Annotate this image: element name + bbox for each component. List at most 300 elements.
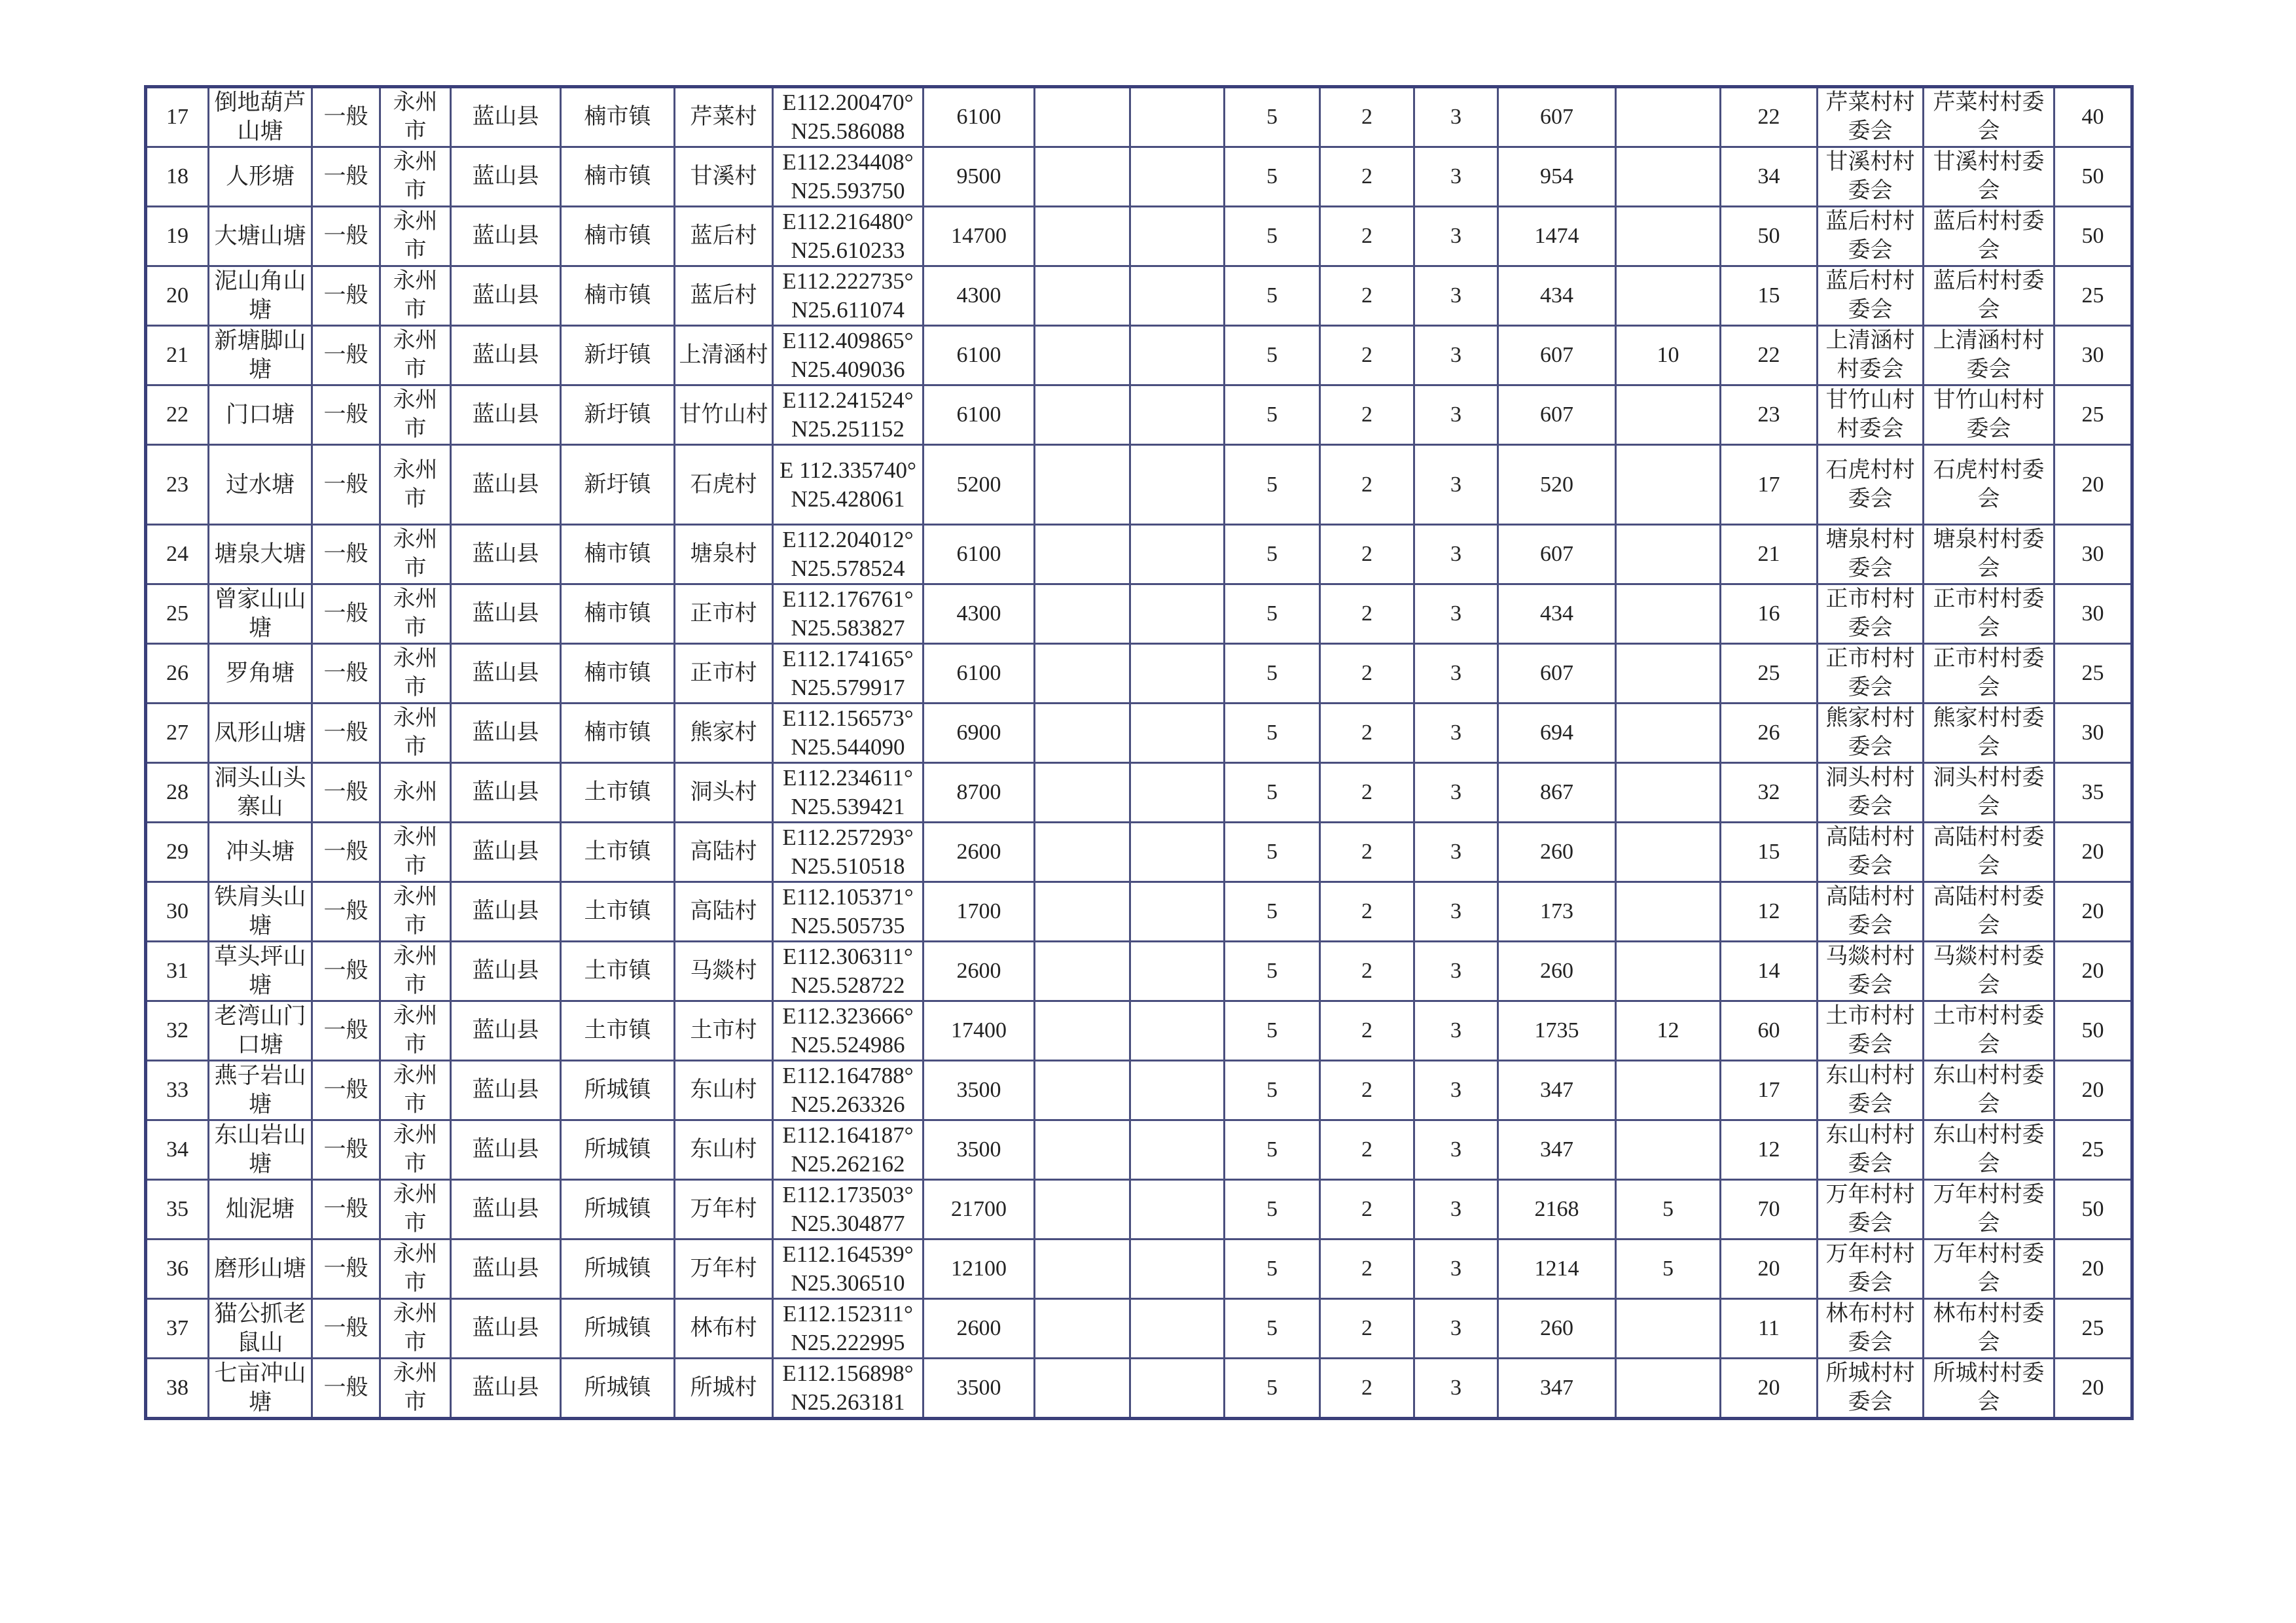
- cell-row-number: 22: [146, 385, 209, 445]
- cell-value-5: 5: [1225, 147, 1320, 207]
- cell-blank-a: [1035, 942, 1130, 1001]
- cell-score: 40: [2054, 87, 2132, 147]
- cell-city: 永州市: [380, 326, 451, 385]
- cell-manager-unit: 高陆村村委会: [1818, 882, 1924, 942]
- cell-pond-name: 罗角塘: [209, 644, 312, 704]
- cell-score: 20: [2054, 823, 2132, 882]
- cell-town: 土市镇: [561, 823, 675, 882]
- cell-benefit: 50: [1721, 207, 1818, 266]
- cell-coordinates: E112.222735°N25.611074: [773, 266, 924, 326]
- cell-coordinates: E112.204012°N25.578524: [773, 525, 924, 584]
- cell-area: 954: [1498, 147, 1616, 207]
- cell-capacity: 21700: [924, 1180, 1035, 1240]
- cell-category: 一般: [312, 704, 380, 763]
- cell-county: 蓝山县: [451, 704, 561, 763]
- cell-town: 楠市镇: [561, 207, 675, 266]
- cell-value-5: 5: [1225, 87, 1320, 147]
- cell-value-3: 3: [1414, 1180, 1498, 1240]
- table-row: [146, 644, 2132, 704]
- cell-coordinates: E112.152311°N25.222995: [773, 1299, 924, 1359]
- cell-value-3: 3: [1414, 1299, 1498, 1359]
- cell-owner-unit: 东山村村委会: [1924, 1061, 2054, 1120]
- cell-value-3: 3: [1414, 525, 1498, 584]
- cell-blank-a: [1035, 1120, 1130, 1180]
- cell-owner-unit: 石虎村村委会: [1924, 445, 2054, 525]
- cell-blank-a: [1035, 1061, 1130, 1120]
- cell-manager-unit: 塘泉村村委会: [1818, 525, 1924, 584]
- cell-city: 永州市: [380, 1061, 451, 1120]
- cell-manager-unit: 所城村村委会: [1818, 1359, 1924, 1419]
- cell-score: 25: [2054, 1299, 2132, 1359]
- cell-pond-name: 灿泥塘: [209, 1180, 312, 1240]
- cell-benefit: 60: [1721, 1001, 1818, 1061]
- cell-extra-value: 12: [1616, 1001, 1721, 1061]
- cell-owner-unit: 马燚村村委会: [1924, 942, 2054, 1001]
- cell-village: 高陆村: [675, 823, 773, 882]
- cell-pond-name: 猫公抓老鼠山: [209, 1299, 312, 1359]
- cell-blank-a: [1035, 584, 1130, 644]
- cell-coordinates: E112.234611°N25.539421: [773, 763, 924, 823]
- cell-benefit: 32: [1721, 763, 1818, 823]
- cell-extra-value: [1616, 207, 1721, 266]
- cell-row-number: 34: [146, 1120, 209, 1180]
- cell-village: 洞头村: [675, 763, 773, 823]
- cell-blank-a: [1035, 326, 1130, 385]
- cell-pond-name: 曾家山山塘: [209, 584, 312, 644]
- table-row: [146, 147, 2132, 207]
- cell-benefit: 25: [1721, 644, 1818, 704]
- cell-category: 一般: [312, 644, 380, 704]
- cell-coordinates: E112.257293°N25.510518: [773, 823, 924, 882]
- cell-value-2: 2: [1320, 882, 1414, 942]
- cell-city: 永州: [380, 763, 451, 823]
- cell-coordinates: E112.164539°N25.306510: [773, 1240, 924, 1299]
- cell-manager-unit: 上清涵村村委会: [1818, 326, 1924, 385]
- cell-capacity: 3500: [924, 1120, 1035, 1180]
- cell-score: 20: [2054, 882, 2132, 942]
- cell-area: 434: [1498, 266, 1616, 326]
- cell-benefit: 12: [1721, 882, 1818, 942]
- cell-pond-name: 草头坪山塘: [209, 942, 312, 1001]
- cell-category: 一般: [312, 207, 380, 266]
- cell-city: 永州市: [380, 882, 451, 942]
- cell-benefit: 21: [1721, 525, 1818, 584]
- cell-blank-a: [1035, 147, 1130, 207]
- cell-capacity: 14700: [924, 207, 1035, 266]
- cell-town: 土市镇: [561, 882, 675, 942]
- cell-blank-b: [1130, 1061, 1225, 1120]
- cell-blank-a: [1035, 1240, 1130, 1299]
- cell-coordinates: E112.105371°N25.505735: [773, 882, 924, 942]
- cell-manager-unit: 东山村村委会: [1818, 1061, 1924, 1120]
- cell-value-2: 2: [1320, 1240, 1414, 1299]
- cell-village: 东山村: [675, 1061, 773, 1120]
- table-row: [146, 704, 2132, 763]
- cell-blank-b: [1130, 87, 1225, 147]
- cell-city: 永州市: [380, 1359, 451, 1419]
- cell-county: 蓝山县: [451, 882, 561, 942]
- cell-coordinates: E112.216480°N25.610233: [773, 207, 924, 266]
- cell-coordinates: E112.323666°N25.524986: [773, 1001, 924, 1061]
- cell-benefit: 15: [1721, 823, 1818, 882]
- cell-row-number: 28: [146, 763, 209, 823]
- cell-pond-name: 燕子岩山塘: [209, 1061, 312, 1120]
- cell-row-number: 35: [146, 1180, 209, 1240]
- cell-value-5: 5: [1225, 584, 1320, 644]
- reservoir-table: [144, 85, 2134, 1420]
- cell-row-number: 31: [146, 942, 209, 1001]
- cell-manager-unit: 甘竹山村村委会: [1818, 385, 1924, 445]
- cell-category: 一般: [312, 1180, 380, 1240]
- cell-county: 蓝山县: [451, 644, 561, 704]
- cell-coordinates: E112.164187°N25.262162: [773, 1120, 924, 1180]
- cell-county: 蓝山县: [451, 385, 561, 445]
- cell-coordinates: E112.156573°N25.544090: [773, 704, 924, 763]
- table-row: [146, 326, 2132, 385]
- cell-value-5: 5: [1225, 1061, 1320, 1120]
- cell-pond-name: 冲头塘: [209, 823, 312, 882]
- cell-village: 塘泉村: [675, 525, 773, 584]
- cell-manager-unit: 万年村村委会: [1818, 1180, 1924, 1240]
- table-row: [146, 1240, 2132, 1299]
- cell-extra-value: [1616, 525, 1721, 584]
- cell-value-2: 2: [1320, 1359, 1414, 1419]
- cell-capacity: 6100: [924, 326, 1035, 385]
- cell-value-3: 3: [1414, 1001, 1498, 1061]
- cell-area: 1214: [1498, 1240, 1616, 1299]
- cell-blank-a: [1035, 1001, 1130, 1061]
- table-row: [146, 207, 2132, 266]
- cell-town: 楠市镇: [561, 87, 675, 147]
- cell-manager-unit: 正市村村委会: [1818, 644, 1924, 704]
- cell-owner-unit: 蓝后村村委会: [1924, 266, 2054, 326]
- cell-value-2: 2: [1320, 1299, 1414, 1359]
- cell-area: 2168: [1498, 1180, 1616, 1240]
- cell-manager-unit: 芹菜村村委会: [1818, 87, 1924, 147]
- cell-benefit: 17: [1721, 445, 1818, 525]
- cell-blank-b: [1130, 1359, 1225, 1419]
- cell-value-3: 3: [1414, 1061, 1498, 1120]
- cell-row-number: 21: [146, 326, 209, 385]
- cell-manager-unit: 洞头村村委会: [1818, 763, 1924, 823]
- cell-value-5: 5: [1225, 942, 1320, 1001]
- cell-county: 蓝山县: [451, 1359, 561, 1419]
- cell-owner-unit: 上清涵村村委会: [1924, 326, 2054, 385]
- cell-town: 楠市镇: [561, 266, 675, 326]
- cell-category: 一般: [312, 266, 380, 326]
- cell-area: 1474: [1498, 207, 1616, 266]
- cell-blank-b: [1130, 1240, 1225, 1299]
- cell-pond-name: 新塘脚山塘: [209, 326, 312, 385]
- cell-value-3: 3: [1414, 87, 1498, 147]
- cell-county: 蓝山县: [451, 266, 561, 326]
- cell-score: 30: [2054, 326, 2132, 385]
- cell-county: 蓝山县: [451, 1061, 561, 1120]
- cell-blank-a: [1035, 266, 1130, 326]
- cell-town: 楠市镇: [561, 584, 675, 644]
- cell-value-3: 3: [1414, 584, 1498, 644]
- cell-capacity: 6100: [924, 87, 1035, 147]
- cell-extra-value: [1616, 823, 1721, 882]
- cell-coordinates: E112.176761°N25.583827: [773, 584, 924, 644]
- cell-coordinates: E112.306311°N25.528722: [773, 942, 924, 1001]
- table-row: [146, 445, 2132, 525]
- cell-value-2: 2: [1320, 704, 1414, 763]
- cell-blank-b: [1130, 644, 1225, 704]
- cell-category: 一般: [312, 942, 380, 1001]
- cell-capacity: 2600: [924, 942, 1035, 1001]
- cell-owner-unit: 蓝后村村委会: [1924, 207, 2054, 266]
- cell-pond-name: 门口塘: [209, 385, 312, 445]
- cell-area: 260: [1498, 1299, 1616, 1359]
- cell-category: 一般: [312, 147, 380, 207]
- cell-row-number: 26: [146, 644, 209, 704]
- cell-score: 20: [2054, 1061, 2132, 1120]
- cell-category: 一般: [312, 882, 380, 942]
- cell-value-2: 2: [1320, 87, 1414, 147]
- cell-category: 一般: [312, 763, 380, 823]
- cell-blank-a: [1035, 1299, 1130, 1359]
- cell-value-5: 5: [1225, 385, 1320, 445]
- cell-county: 蓝山县: [451, 1299, 561, 1359]
- cell-value-2: 2: [1320, 1061, 1414, 1120]
- cell-category: 一般: [312, 1001, 380, 1061]
- cell-capacity: 12100: [924, 1240, 1035, 1299]
- cell-village: 蓝后村: [675, 207, 773, 266]
- cell-capacity: 2600: [924, 1299, 1035, 1359]
- cell-capacity: 4300: [924, 266, 1035, 326]
- cell-county: 蓝山县: [451, 326, 561, 385]
- cell-category: 一般: [312, 823, 380, 882]
- cell-score: 25: [2054, 266, 2132, 326]
- cell-manager-unit: 正市村村委会: [1818, 584, 1924, 644]
- cell-category: 一般: [312, 385, 380, 445]
- cell-town: 所城镇: [561, 1180, 675, 1240]
- cell-coordinates: E 112.335740° N25.428061: [773, 445, 924, 525]
- cell-village: 万年村: [675, 1180, 773, 1240]
- cell-manager-unit: 甘溪村村委会: [1818, 147, 1924, 207]
- cell-capacity: 8700: [924, 763, 1035, 823]
- cell-value-2: 2: [1320, 266, 1414, 326]
- cell-row-number: 24: [146, 525, 209, 584]
- cell-blank-b: [1130, 385, 1225, 445]
- cell-value-3: 3: [1414, 147, 1498, 207]
- cell-city: 永州市: [380, 266, 451, 326]
- cell-score: 50: [2054, 207, 2132, 266]
- cell-manager-unit: 蓝后村村委会: [1818, 266, 1924, 326]
- cell-pond-name: 凤形山塘: [209, 704, 312, 763]
- cell-benefit: 15: [1721, 266, 1818, 326]
- cell-value-2: 2: [1320, 385, 1414, 445]
- cell-value-5: 5: [1225, 882, 1320, 942]
- cell-village: 甘溪村: [675, 147, 773, 207]
- cell-county: 蓝山县: [451, 584, 561, 644]
- cell-value-5: 5: [1225, 704, 1320, 763]
- cell-owner-unit: 正市村村委会: [1924, 584, 2054, 644]
- cell-extra-value: 5: [1616, 1240, 1721, 1299]
- cell-owner-unit: 洞头村村委会: [1924, 763, 2054, 823]
- cell-blank-b: [1130, 147, 1225, 207]
- cell-owner-unit: 高陆村村委会: [1924, 882, 2054, 942]
- cell-blank-a: [1035, 823, 1130, 882]
- cell-owner-unit: 甘溪村村委会: [1924, 147, 2054, 207]
- cell-category: 一般: [312, 326, 380, 385]
- cell-capacity: 6100: [924, 385, 1035, 445]
- cell-extra-value: 5: [1616, 1180, 1721, 1240]
- cell-blank-b: [1130, 584, 1225, 644]
- table-row: [146, 1299, 2132, 1359]
- cell-blank-a: [1035, 882, 1130, 942]
- cell-town: 新圩镇: [561, 385, 675, 445]
- cell-value-5: 5: [1225, 763, 1320, 823]
- cell-village: 芹菜村: [675, 87, 773, 147]
- cell-owner-unit: 芹菜村村委会: [1924, 87, 2054, 147]
- cell-town: 所城镇: [561, 1240, 675, 1299]
- cell-coordinates: E112.156898°N25.263181: [773, 1359, 924, 1419]
- cell-value-5: 5: [1225, 207, 1320, 266]
- cell-value-3: 3: [1414, 1240, 1498, 1299]
- cell-value-5: 5: [1225, 266, 1320, 326]
- cell-town: 土市镇: [561, 763, 675, 823]
- cell-blank-a: [1035, 1359, 1130, 1419]
- cell-village: 正市村: [675, 644, 773, 704]
- cell-category: 一般: [312, 445, 380, 525]
- cell-county: 蓝山县: [451, 763, 561, 823]
- cell-score: 20: [2054, 445, 2132, 525]
- cell-coordinates: E112.241524°N25.251152: [773, 385, 924, 445]
- cell-benefit: 12: [1721, 1120, 1818, 1180]
- cell-county: 蓝山县: [451, 1001, 561, 1061]
- cell-extra-value: [1616, 147, 1721, 207]
- cell-value-3: 3: [1414, 882, 1498, 942]
- cell-extra-value: [1616, 445, 1721, 525]
- cell-manager-unit: 东山村村委会: [1818, 1120, 1924, 1180]
- cell-value-3: 3: [1414, 1359, 1498, 1419]
- cell-category: 一般: [312, 1120, 380, 1180]
- cell-area: 347: [1498, 1359, 1616, 1419]
- cell-row-number: 20: [146, 266, 209, 326]
- cell-blank-b: [1130, 882, 1225, 942]
- cell-extra-value: [1616, 584, 1721, 644]
- cell-category: 一般: [312, 1240, 380, 1299]
- cell-value-5: 5: [1225, 1359, 1320, 1419]
- cell-blank-b: [1130, 207, 1225, 266]
- cell-pond-name: 大塘山塘: [209, 207, 312, 266]
- cell-row-number: 29: [146, 823, 209, 882]
- cell-value-3: 3: [1414, 644, 1498, 704]
- cell-county: 蓝山县: [451, 147, 561, 207]
- cell-county: 蓝山县: [451, 207, 561, 266]
- cell-value-2: 2: [1320, 207, 1414, 266]
- table-row: [146, 385, 2132, 445]
- cell-city: 永州市: [380, 823, 451, 882]
- cell-value-3: 3: [1414, 207, 1498, 266]
- cell-area: 1735: [1498, 1001, 1616, 1061]
- cell-area: 607: [1498, 87, 1616, 147]
- cell-blank-a: [1035, 763, 1130, 823]
- cell-town: 所城镇: [561, 1061, 675, 1120]
- cell-extra-value: [1616, 87, 1721, 147]
- cell-owner-unit: 甘竹山村村委会: [1924, 385, 2054, 445]
- cell-village: 东山村: [675, 1120, 773, 1180]
- cell-row-number: 33: [146, 1061, 209, 1120]
- cell-owner-unit: 东山村村委会: [1924, 1120, 2054, 1180]
- cell-row-number: 18: [146, 147, 209, 207]
- cell-blank-a: [1035, 445, 1130, 525]
- cell-coordinates: E112.173503°N25.304877: [773, 1180, 924, 1240]
- cell-benefit: 17: [1721, 1061, 1818, 1120]
- cell-manager-unit: 蓝后村村委会: [1818, 207, 1924, 266]
- cell-village: 正市村: [675, 584, 773, 644]
- cell-owner-unit: 万年村村委会: [1924, 1180, 2054, 1240]
- cell-blank-a: [1035, 207, 1130, 266]
- cell-benefit: 14: [1721, 942, 1818, 1001]
- cell-row-number: 17: [146, 87, 209, 147]
- cell-value-2: 2: [1320, 147, 1414, 207]
- cell-value-5: 5: [1225, 1001, 1320, 1061]
- cell-blank-b: [1130, 445, 1225, 525]
- cell-benefit: 23: [1721, 385, 1818, 445]
- cell-pond-name: 塘泉大塘: [209, 525, 312, 584]
- cell-blank-a: [1035, 1180, 1130, 1240]
- cell-capacity: 6900: [924, 704, 1035, 763]
- cell-value-5: 5: [1225, 1299, 1320, 1359]
- cell-category: 一般: [312, 1061, 380, 1120]
- cell-city: 永州市: [380, 704, 451, 763]
- cell-village: 所城村: [675, 1359, 773, 1419]
- cell-owner-unit: 正市村村委会: [1924, 644, 2054, 704]
- cell-area: 867: [1498, 763, 1616, 823]
- table-row: [146, 1001, 2132, 1061]
- cell-value-2: 2: [1320, 823, 1414, 882]
- cell-village: 石虎村: [675, 445, 773, 525]
- cell-town: 新圩镇: [561, 326, 675, 385]
- cell-town: 土市镇: [561, 1001, 675, 1061]
- cell-value-3: 3: [1414, 266, 1498, 326]
- cell-extra-value: [1616, 1120, 1721, 1180]
- cell-town: 所城镇: [561, 1299, 675, 1359]
- cell-extra-value: [1616, 1299, 1721, 1359]
- cell-city: 永州市: [380, 1240, 451, 1299]
- cell-value-3: 3: [1414, 1120, 1498, 1180]
- cell-city: 永州市: [380, 147, 451, 207]
- table-row: [146, 266, 2132, 326]
- cell-area: 607: [1498, 525, 1616, 584]
- cell-value-2: 2: [1320, 326, 1414, 385]
- cell-city: 永州市: [380, 87, 451, 147]
- cell-category: 一般: [312, 1299, 380, 1359]
- cell-row-number: 36: [146, 1240, 209, 1299]
- cell-extra-value: [1616, 763, 1721, 823]
- cell-city: 永州市: [380, 1120, 451, 1180]
- cell-row-number: 27: [146, 704, 209, 763]
- cell-capacity: 6100: [924, 644, 1035, 704]
- table-row: [146, 87, 2132, 147]
- cell-city: 永州市: [380, 385, 451, 445]
- cell-extra-value: [1616, 704, 1721, 763]
- cell-value-2: 2: [1320, 1180, 1414, 1240]
- cell-city: 永州市: [380, 525, 451, 584]
- cell-coordinates: E112.164788°N25.263326: [773, 1061, 924, 1120]
- cell-area: 607: [1498, 326, 1616, 385]
- cell-benefit: 16: [1721, 584, 1818, 644]
- cell-value-5: 5: [1225, 445, 1320, 525]
- cell-capacity: 3500: [924, 1359, 1035, 1419]
- cell-blank-b: [1130, 266, 1225, 326]
- cell-manager-unit: 高陆村村委会: [1818, 823, 1924, 882]
- cell-benefit: 26: [1721, 704, 1818, 763]
- table-row: [146, 823, 2132, 882]
